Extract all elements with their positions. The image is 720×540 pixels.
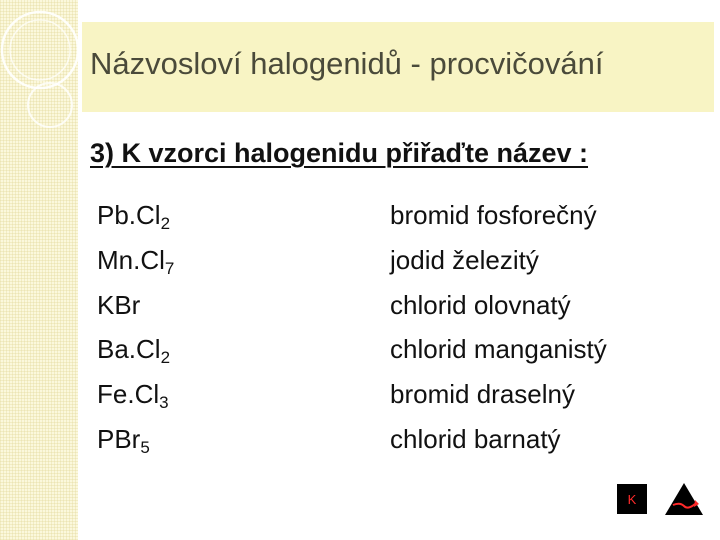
name-item: chlorid barnatý	[390, 423, 561, 454]
slide-title: Názvosloví halogenidů - procvičování	[90, 46, 604, 81]
name-item: jodid železitý	[390, 244, 539, 275]
task-heading: 3) K vzorci halogenidu přiřaďte název :	[90, 138, 589, 168]
formula-item: $Fe.Cl_3$	[97, 379, 169, 413]
formula-item: $Mn.Cl_7$	[97, 244, 175, 278]
name-item: bromid fosforečný	[390, 200, 597, 230]
k-button[interactable]: K	[617, 484, 647, 514]
name-item: bromid draselný	[390, 379, 575, 410]
formula-item: $Pb.Cl_2$	[97, 200, 171, 233]
formula-item: KBr	[97, 289, 141, 320]
name-list	[390, 196, 607, 465]
formula-item: PBr$_5$	[97, 423, 150, 457]
decorative-circles	[0, 0, 90, 140]
next-slide-button[interactable]	[664, 482, 704, 516]
arrow-right-icon	[664, 482, 704, 516]
formula-item: $Ba.Cl_2$	[97, 334, 171, 368]
name-item: chlorid olovnatý	[390, 289, 571, 320]
formula-list	[97, 196, 174, 465]
name-item: chlorid manganistý	[390, 334, 607, 365]
